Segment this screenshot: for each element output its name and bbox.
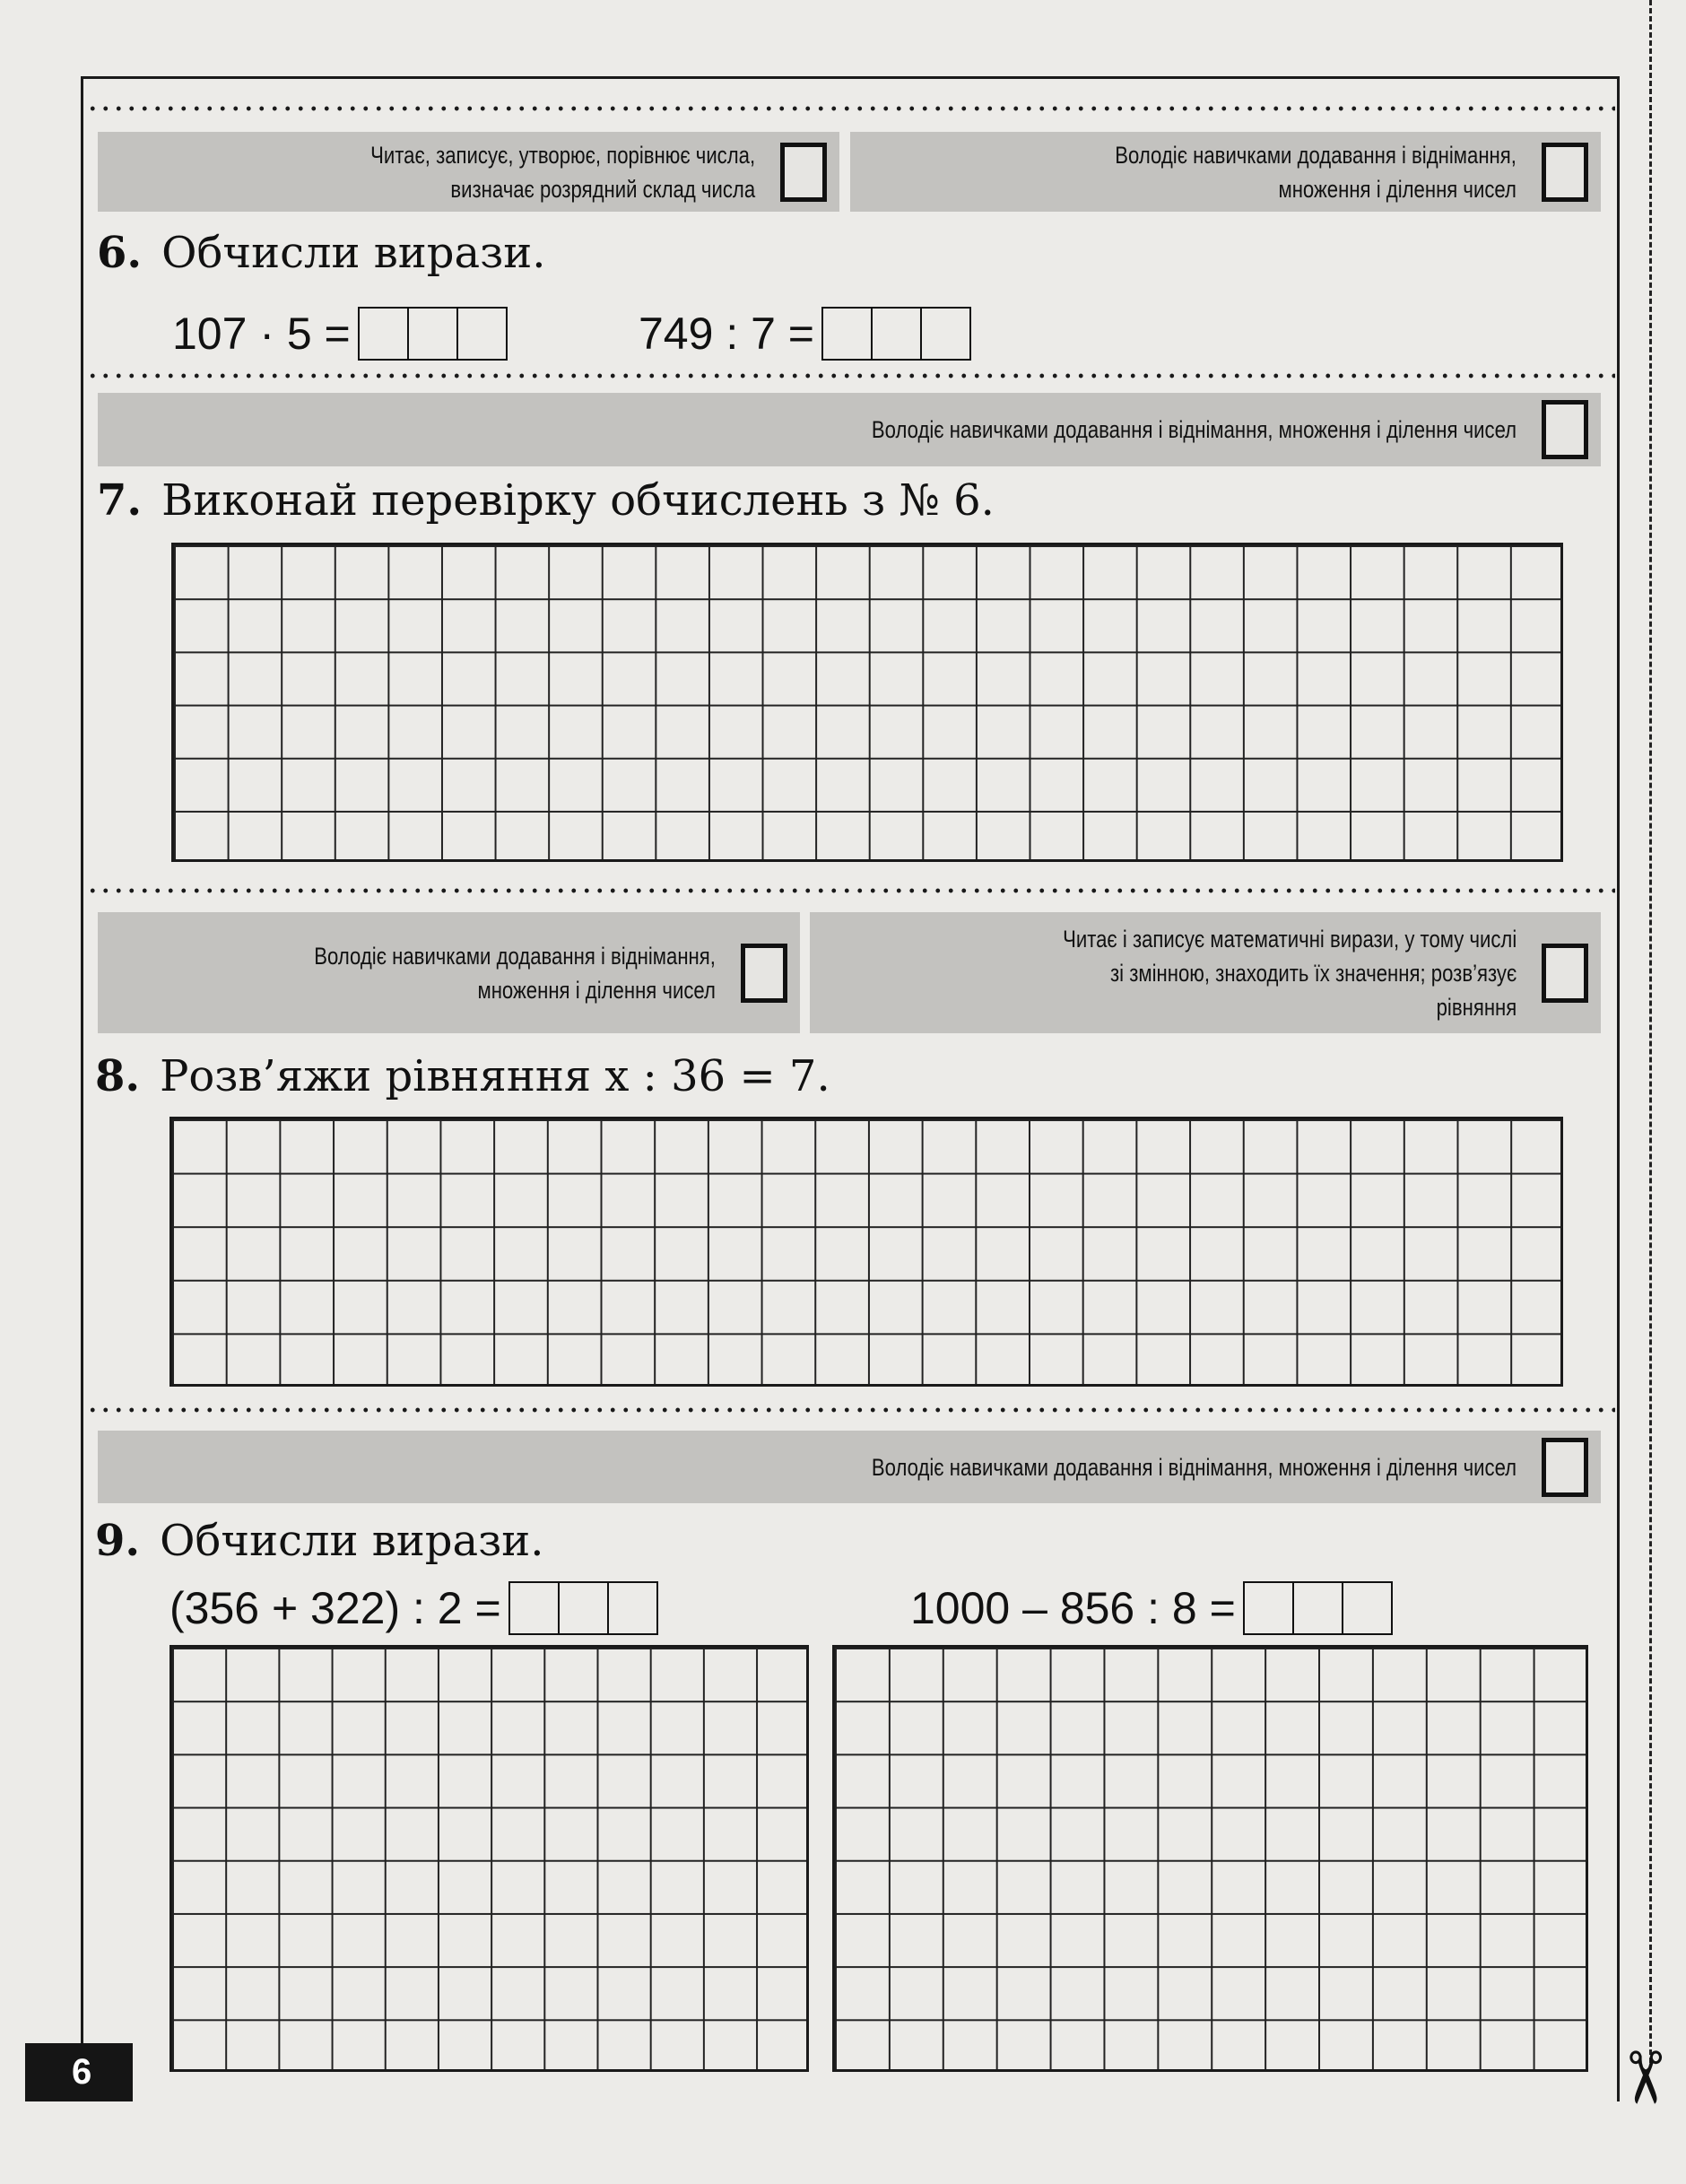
task-number: 6.	[97, 228, 143, 278]
criterion-checkbox[interactable]	[1542, 143, 1588, 202]
dotted-divider	[86, 888, 1615, 893]
answer-boxes[interactable]	[508, 1581, 658, 1635]
task-number: 7.	[97, 475, 143, 526]
task-heading	[97, 475, 995, 526]
criterion-text: Читає і записує математичні вирази, у тому числі зі змінною, знаходить їх значення; розв’язує рівняння	[1062, 925, 1517, 1021]
task-number: 9.	[95, 1516, 141, 1566]
criterion-checkbox[interactable]	[1542, 1438, 1588, 1497]
task-number: 8.	[95, 1051, 141, 1101]
criterion-band	[98, 132, 839, 212]
expression	[639, 307, 971, 361]
answer-grid[interactable]	[171, 543, 1563, 862]
criterion-band	[810, 912, 1601, 1033]
criterion-text: Володіє навичками додавання і віднімання, множення і ділення чисел	[314, 942, 716, 1004]
dotted-divider	[86, 106, 1615, 111]
criterion-text: Володіє навичками додавання і віднімання, множення і ділення чисел	[871, 1453, 1517, 1481]
task-heading	[95, 1051, 830, 1101]
criterion-checkbox[interactable]	[741, 944, 787, 1003]
task-title: Обчисли вирази.	[161, 228, 546, 278]
answer-boxes[interactable]	[1243, 1581, 1393, 1635]
answer-grid[interactable]	[169, 1117, 1563, 1387]
answer-grid-left[interactable]	[169, 1645, 809, 2072]
criterion-checkbox[interactable]	[1542, 400, 1588, 459]
criterion-checkbox[interactable]	[780, 143, 827, 202]
dotted-divider	[86, 1407, 1615, 1413]
expression-text: (356 + 322) : 2 =	[169, 1583, 501, 1633]
task-title: Розв’яжи рівняння x : 36 = 7.	[160, 1051, 830, 1101]
criterion-band	[98, 1431, 1601, 1503]
expression-text: 1000 – 856 : 8 =	[910, 1583, 1236, 1633]
answer-boxes[interactable]	[358, 307, 508, 361]
expression	[172, 307, 508, 361]
criterion-text: Читає, записує, утворює, порівнює числа, визначає розрядний склад числа	[370, 141, 755, 203]
expression-text: 107 · 5 =	[172, 309, 351, 359]
answer-boxes[interactable]	[821, 307, 971, 361]
criterion-checkbox[interactable]	[1542, 944, 1588, 1003]
task-heading	[95, 1516, 544, 1566]
expression	[169, 1581, 658, 1635]
task-heading	[97, 228, 546, 278]
dotted-divider	[86, 373, 1615, 379]
expression-text: 749 : 7 =	[639, 309, 814, 359]
task-title: Обчисли вирази.	[160, 1516, 544, 1566]
expression	[910, 1581, 1393, 1635]
criterion-band	[98, 393, 1601, 466]
criterion-band	[850, 132, 1601, 212]
cut-line	[1649, 0, 1652, 2063]
criterion-text: Володіє навичками додавання і віднімання, множення і ділення чисел	[1115, 141, 1517, 203]
criterion-text: Володіє навичками додавання і віднімання, множення і ділення чисел	[871, 416, 1517, 443]
task-title: Виконай перевірку обчислень з № 6.	[161, 475, 995, 526]
criterion-band	[98, 912, 800, 1033]
answer-grid-right[interactable]	[832, 1645, 1588, 2072]
page-number: 6	[25, 2043, 133, 2101]
scissors-icon: ✂	[1604, 2047, 1685, 2109]
